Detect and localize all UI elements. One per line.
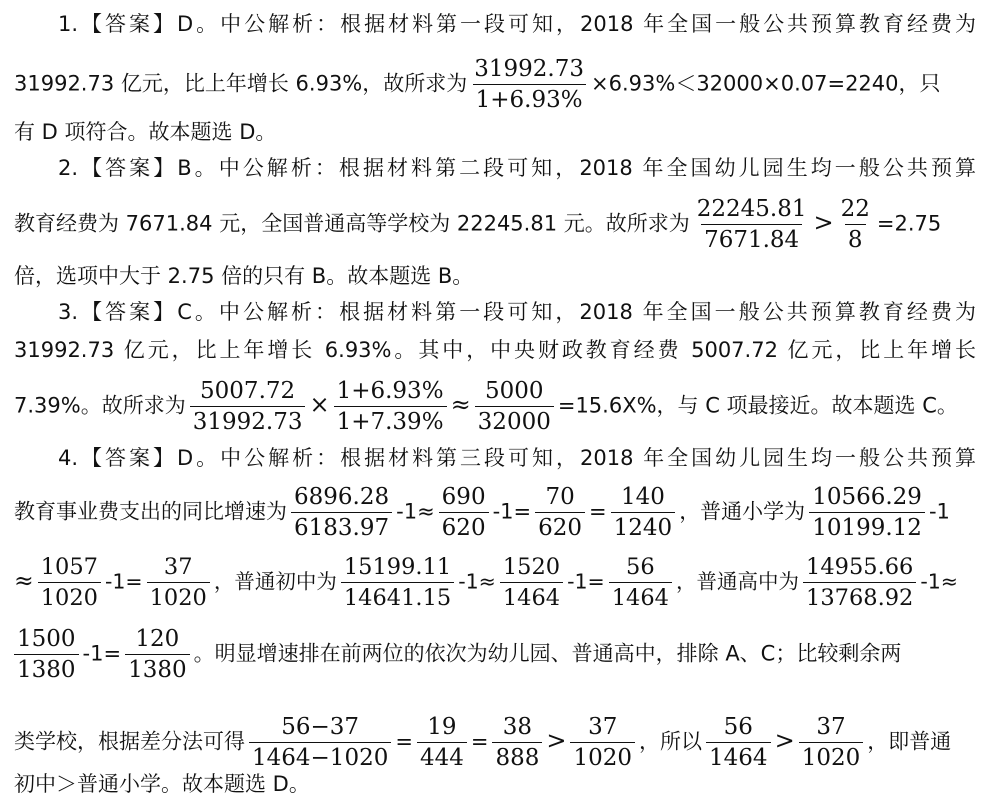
q4-line-4: $\frac{1500}{1380}$ -1= $\frac{120}{1380}$ 。明显增速排在前两位的依次为幼儿园、普通高中，排除 A、C；比较剩余两	[14, 624, 976, 685]
q1-line-3: 有 D 项符合。故本题选 D。	[14, 120, 277, 144]
fraction: $\frac{5007.72}{31992.73}$	[190, 376, 306, 437]
q1-line-2: 31992.73 亿元，比上年增长 6.93%，故所求为 $\frac{31992.73}{1+6.93\%}$ ×6.93%＜32000×0.07=2240，只	[14, 56, 941, 113]
fraction: $\frac{1057}{1020}$	[38, 552, 101, 613]
q2-line-3: 倍，选项中大于 2.75 倍的只有 B。故本题选 B。	[14, 264, 474, 288]
fraction: $\frac{6896.28}{6183.97}$	[291, 482, 392, 543]
fraction: $\frac{1+6.93\%}{1+7.39\%}$	[334, 376, 447, 437]
fraction: $\frac{1520}{1464}$	[500, 552, 563, 613]
q4-line-6: 初中＞普通小学。故本题选 D。	[14, 772, 310, 796]
fraction: $\frac{22245.81}{7671.84}$	[696, 196, 807, 253]
fraction: $\frac{22}{8}$	[840, 196, 870, 253]
fraction: $\frac{690}{620}$	[439, 482, 489, 543]
q2-line-2: 教育经费为 7671.84 元，全国普通高等学校为 22245.81 元。故所求为 $\frac{22245.81}{7671.84}$ > $\frac{22}{8}$ =2.75	[14, 196, 942, 253]
fraction: $\frac{31992.73}{1+6.93\%}$	[474, 56, 585, 113]
q3-line-3: 7.39%。故所求为 $\frac{5007.72}{31992.73}$ × $\frac{1+6.93\%}{1+7.39\%}$ ≈ $\frac{5000}{32000}$ =15.6X%，与 C 项最接近。故本题选 C。	[14, 378, 958, 435]
fraction: $\frac{56}{1464}$	[706, 712, 771, 773]
fraction: $\frac{37}{1020}$	[147, 552, 210, 613]
q4-line-1: 4.【答案】D。中公解析：根据材料第三段可知，2018 年全国幼儿园生均一般公共预算	[58, 446, 976, 470]
q3-line-2: 31992.73 亿元，比上年增长 6.93%。其中，中央财政教育经费 5007.72 亿元，比上年增长	[14, 338, 976, 362]
q1-line-1: 1.【答案】D。中公解析：根据材料第一段可知，2018 年全国一般公共预算教育经费为	[58, 12, 976, 36]
q4-line-2: 教育事业费支出的同比增速为 $\frac{6896.28}{6183.97}$ -1≈ $\frac{690}{620}$ -1= $\frac{70}{620}$ = $\frac{140}{1240}$ ，普通小学为 $\frac{10566.29}{10199.12}$ -1	[14, 484, 950, 541]
fraction: $\frac{56}{1464}$	[609, 552, 672, 613]
fraction: $\frac{15199.11}{14641.15}$	[341, 552, 454, 613]
fraction: $\frac{56-37}{1464-1020}$	[249, 712, 391, 773]
q4-line-5: 类学校，根据差分法可得 $\frac{56-37}{1464-1020}$ = $\frac{19}{444}$ = $\frac{38}{888}$ > $\frac{37}{1020}$ ，所以 $\frac{56}{1464}$ > $\frac{37}{1020}$ ，即普通	[14, 714, 952, 771]
q4-line-3: ≈ $\frac{1057}{1020}$ -1= $\frac{37}{1020}$ ，普通初中为 $\frac{15199.11}{14641.15}$ -1≈ $\frac{1520}{1464}$ -1= $\frac{56}{1464}$ ，普通高中为 $\frac{14955.66}{13768.92}$ -1≈	[14, 554, 958, 611]
q2-line-1: 2.【答案】B。中公解析：根据材料第二段可知，2018 年全国幼儿园生均一般公共预算	[58, 156, 976, 180]
fraction: $\frac{37}{1020}$	[799, 712, 864, 773]
fraction: $\frac{5000}{32000}$	[475, 376, 554, 437]
fraction: $\frac{38}{888}$	[492, 712, 542, 773]
fraction: $\frac{140}{1240}$	[611, 482, 676, 543]
fraction: $\frac{120}{1380}$	[125, 624, 190, 685]
fraction: $\frac{70}{620}$	[535, 482, 585, 543]
fraction: $\frac{37}{1020}$	[570, 712, 635, 773]
fraction: $\frac{19}{444}$	[417, 712, 467, 773]
fraction: $\frac{10566.29}{10199.12}$	[809, 482, 925, 543]
q3-line-1: 3.【答案】C。中公解析：根据材料第一段可知，2018 年全国一般公共预算教育经费为	[58, 300, 976, 324]
fraction: $\frac{14955.66}{13768.92}$	[803, 552, 916, 613]
fraction: $\frac{1500}{1380}$	[14, 624, 79, 685]
